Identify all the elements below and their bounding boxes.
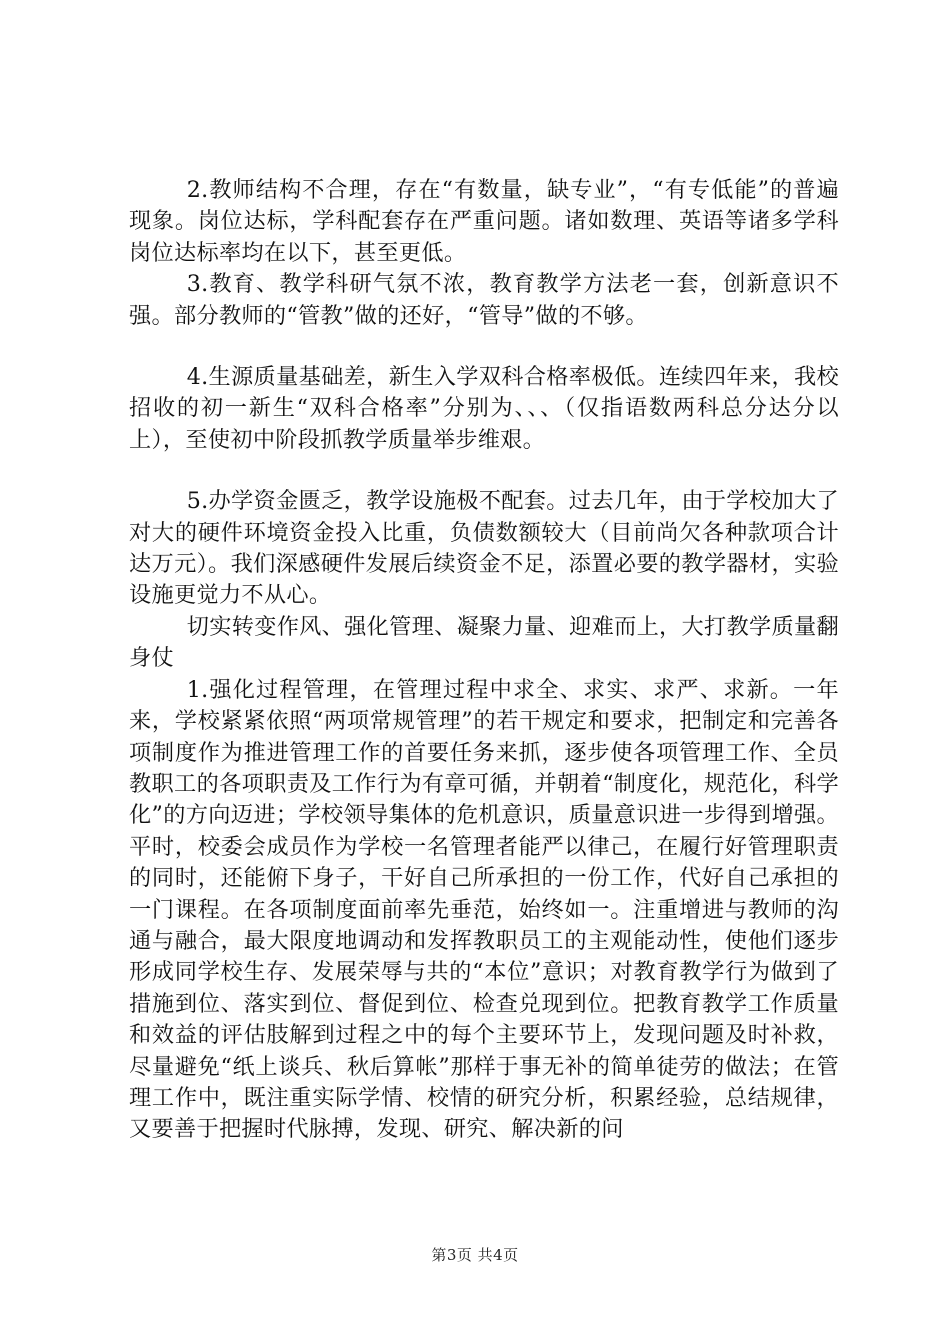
paragraph-teacher-structure: 2.教师结构不合理，存在“有数量，缺专业”，“有专低能”的普遍现象。岗位达标，学科配套存在严重问题。诸如数理、英语等诸多学科岗位达标率均在以下，甚至更低。 — [129, 177, 839, 266]
paragraph-student-quality: 4.生源质量基础差，新生入学双科合格率极低。连续四年来，我校招收的初一新生“双科合格率”分别为、、、（仅指语数两科总分达分以上），至使初中阶段抓教学质量举步维艰。 — [129, 364, 839, 453]
page-footer: 第3页 共4页 — [431, 1246, 519, 1264]
paragraph-research-atmosphere: 3.教育、教学科研气氛不浓，教育教学方法老一套，创新意识不强。部分教师的“管教”做的还好，“管导”做的不够。 — [129, 271, 839, 329]
paragraph-funding: 5.办学资金匮乏，教学设施极不配套。过去几年，由于学校加大了对大的硬件环境资金投入比重，负债数额较大（目前尚欠各种款项合计达万元）。我们深感硬件发展后续资金不足，添置必要的教学器材，实验设施更觉力不从心。 — [129, 488, 839, 609]
paragraph-process-management: 1.强化过程管理，在管理过程中求全、求实、求严、求新。一年来，学校紧紧依照“两项常规管理”的若干规定和要求，把制定和完善各项制度作为推进管理工作的首要任务来抓，逐步使各项管理工作、全员教职工的各项职责及工作行为有章可循，并朝着“制度化，规范化，科学化”的方向迈进；学校领导集体的危机意识，质量意识进一步得到增强。平时，校委会成员作为学校一名管理者能严以律己，在履行好管理职责的同时，还能俯下身子，干好自己所承担的一份工作，代好自己承担的一门课程。在各项制度面前率先垂范，始终如一。注重增进与教师的沟通与融合，最大限度地调动和发挥教职员工的主观能动性，使他们逐步形成同学校生存、发展荣辱与共的“本位”意识；对教育教学行为做到了措施到位、落实到位、督促到位、检查兑现到位。把教育教学工作质量和效益的评估肢解到过程之中的每个主要环节上，发现问题及时补救，尽量避免“纸上谈兵、秋后算帐”那样于事无补的简单徒劳的做法；在管理工作中，既注重实际学情、校情的研究分析，积累经验，总结规律，又要善于把握时代脉搏，发现、研究、解决新的问 — [129, 676, 839, 1143]
section-heading: 切实转变作风、强化管理、凝聚力量、迎难而上，大打教学质量翻身仗 — [129, 613, 839, 672]
document-body — [129, 175, 839, 1146]
